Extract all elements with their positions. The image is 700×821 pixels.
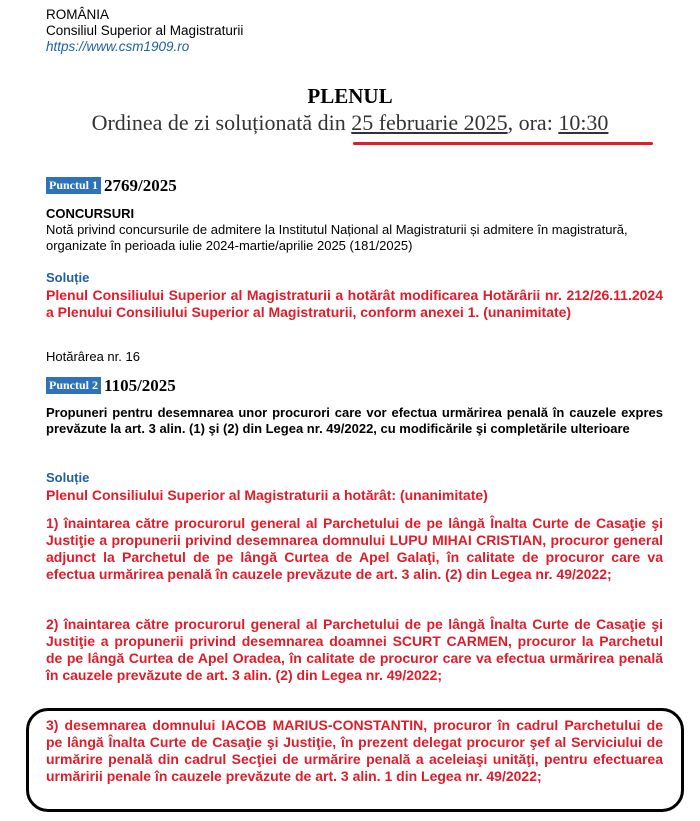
page-title: PLENUL	[307, 84, 393, 108]
item-2-heading	[46, 376, 176, 396]
item-1-badge: Punctul 1	[46, 177, 101, 194]
item-1-solution-label: Soluție	[46, 270, 90, 285]
item-2-point-1: 1) înaintarea către procurorul general al Parchetului de pe lângă Înalta Curte de Casaţie şi Justiţie a propunerii privind desemnarea domnului LUPU MIHAI CRISTIAN, procuror general adjunct la Parchetul de pe lângă Curtea de Apel Galaţi, în calitate de procuror care va efectua urmărirea penală în cauzele prevăzute de art. 3 alin. (2) din Legea nr. 49/2022;	[46, 515, 663, 582]
item-1-decision: Hotărârea nr. 16	[46, 349, 140, 364]
header-institution: Consiliul Superior al Magistraturii	[46, 23, 244, 38]
item-2-solution-label: Soluție	[46, 470, 90, 485]
item-2-solution: Plenul Consiliului Superior al Magistraturii a hotărât: (unanimitate)	[46, 487, 488, 503]
item-2-description: Propuneri pentru desemnarea unor procurori care vor efectua urmărirea penală în cauzele expres prevăzute la art. 3 alin. (1) şi (2) din Legea nr. 49/2022, cu modificările şi completările ulterioare	[46, 405, 663, 436]
item-1-heading	[46, 176, 177, 196]
page-subtitle: Ordinea de zi soluționată din 25 februarie 2025, ora: 10:30	[91, 110, 609, 135]
item-1-category: CONCURSURI	[46, 206, 135, 221]
header-country: ROMÂNIA	[46, 7, 110, 22]
highlight-oval-annotation	[26, 708, 684, 812]
item-2-point-3: 3) desemnarea domnului IACOB MARIUS-CONSTANTIN, procuror în cadrul Parchetului de pe lângă Înalta Curte de Casaţie şi Justiţie, în prezent delegat procuror şef al Serviciului de urmărire penală din cadrul Secţiei de urmărire penală a aceleiaşi unităţi, pentru efectuarea urmăririi penale în cauzele prevăzute de art. 3 alin. 1 din Legea nr. 49/2022;	[46, 717, 663, 784]
meeting-date: 25 februarie 2025	[351, 110, 508, 135]
item-2-badge: Punctul 2	[46, 377, 101, 394]
item-2-number: 1105/2025	[104, 376, 176, 395]
header-url-link[interactable]: https://www.csm1909.ro	[46, 39, 190, 54]
meeting-time: 10:30	[558, 110, 609, 135]
item-1-solution: Plenul Consiliului Superior al Magistraturii a hotărât modificarea Hotărârii nr. 212/26.11.2024 a Plenului Consiliului Superior al Magistraturii, conform anexei 1. (unanimitate)	[46, 287, 663, 320]
item-1-description: Notă privind concursurile de admitere la Institutul Național al Magistraturii și admitere în magistratură, organizate în perioada iulie 2024-martie/aprilie 2025 (181/2025)	[46, 222, 628, 253]
item-1-number: 2769/2025	[104, 176, 177, 195]
red-underline-annotation	[353, 142, 653, 145]
item-2-point-2: 2) înaintarea către procurorul general al Parchetului de pe lângă Înalta Curte de Casaţie şi Justiţie a propunerii privind desemnarea doamnei SCURT CARMEN, procuror la Parchetul de pe lângă Curtea de Apel Oradea, în calitate de procuror care va efectua urmărirea penală în cauzele prevăzute de art. 3 alin. (2) din Legea nr. 49/2022;	[46, 616, 663, 683]
